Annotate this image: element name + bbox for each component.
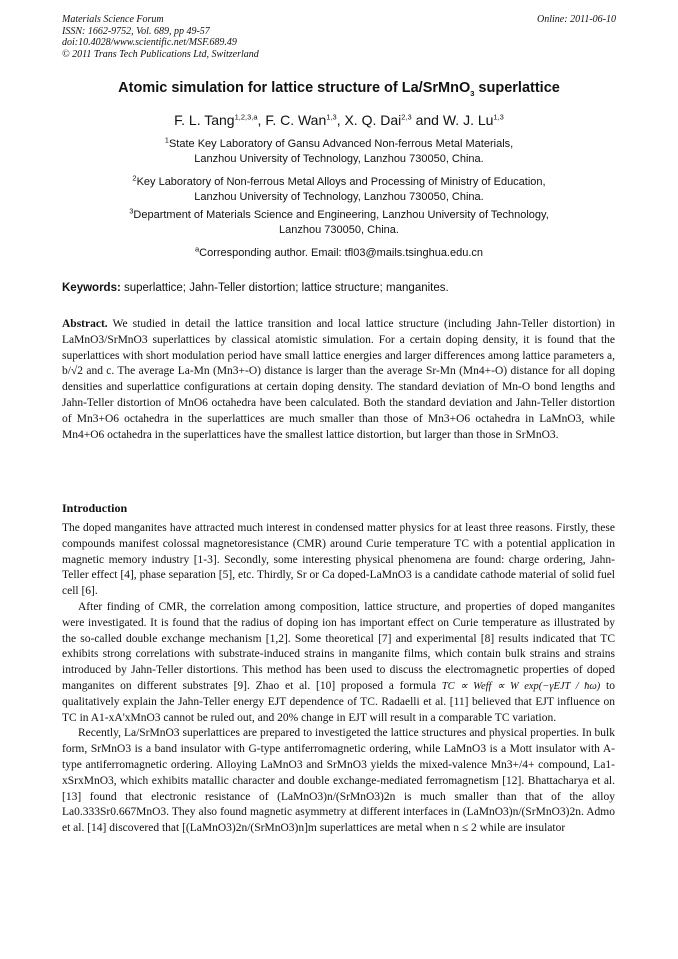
title-suffix: superlattice	[474, 80, 560, 96]
keywords	[62, 282, 622, 294]
affiliation-line: Lanzhou 730050, China.	[279, 224, 399, 236]
journal-name: Materials Science Forum	[62, 14, 164, 25]
doi-line: doi:10.4028/www.scientific.net/MSF.689.49	[62, 37, 237, 48]
affiliation-line: Lanzhou University of Technology, Lanzhou 730050, China.	[194, 191, 484, 203]
title-sub: 3	[470, 88, 475, 98]
tc-formula: TC ∝ Weff ∝ W exp(−γEJT / ħω)	[441, 680, 601, 692]
affiliation-3	[40, 208, 638, 238]
author-sep: ,	[257, 112, 266, 128]
author-name: W. J. Lu	[442, 112, 494, 128]
paper-title	[40, 80, 638, 96]
affiliation-mark: 3	[129, 206, 134, 216]
abstract	[62, 317, 615, 443]
title-main: Atomic simulation for lattice structure of La/SrMnO	[118, 80, 471, 96]
corresponding-author	[40, 246, 638, 261]
keywords-text: superlattice; Jahn-Teller distortion; lattice structure; manganites.	[120, 282, 449, 294]
abstract-label: Abstract.	[62, 318, 108, 330]
journal-meta	[62, 14, 259, 60]
affiliation-1	[40, 137, 638, 167]
author-sup: 1,2,3,a	[234, 112, 258, 122]
keywords-label: Keywords:	[62, 282, 121, 294]
author-name: X. Q. Dai	[344, 112, 402, 128]
affiliation-mark: 1	[164, 135, 169, 145]
intro-paragraph-3: Recently, La/SrMnO3 superlattices are prepared to investigeted the lattice structures and physical properties. In bulk form, SrMnO3 is a band insulator with G-type antiferromagnetic ordering, while LaMnO3 is a Mott insulator with A-type antiferromagnetic ordering. Alloying LaMnO3 and SrMnO3 yields the mixed-valence Mn3+/4+ compound, La1-xSrxMnO3, which exhibits matallic character and double exchange-mediated ferromagnetism [12]. Bhattacharya et al. [13] found that electronic resistance of (LaMnO3)n/(SrMnO3)2n is much smaller than that of the alloy La0.333Sr0.667MnO3. They also found magnetic asymmetry at different interfaces in (LaMnO3)n/(SrMnO3)2n. Admo et al. [14] discovered that [(LaMnO3)2n/(SrMnO3)n]m superlattices are metal when n ≤ 2 while are insulator	[62, 727, 615, 835]
copyright-line: © 2011 Trans Tech Publications Ltd, Switzerland	[62, 48, 259, 60]
author-sep: and	[411, 112, 443, 128]
author-sup: 1,3	[326, 112, 337, 122]
online-date: Online: 2011-06-10	[537, 14, 616, 25]
introduction-heading: Introduction	[62, 501, 128, 515]
affiliation-line: Key Laboratory of Non-ferrous Metal Alloys and Processing of Ministry of Education,	[136, 176, 546, 188]
intro-p2-start: After finding of CMR, the correlation among composition, lattice structure, and properties of doped manganites were investigated. It is found that the radius of doping ion has important effect on Curie temperature as illustrated by the so-called double exchange mechanism [1,2]. Some theoretical [7] and experimental [8] results indicated that TC exhibits strong correlations with substrate-induced strains in manganite films, which contain bulk strains and strains introduced by Jahn-Teller distortions. This method has been used to discuss the electromagnetic properties of doped manganites on different substrates [9]. Zhao et al. [10] proposed a formula	[62, 600, 615, 692]
author-name: F. L. Tang	[174, 112, 235, 128]
author-sup: 2,3	[401, 112, 412, 122]
affiliation-line: Lanzhou University of Technology, Lanzhou 730050, China.	[194, 153, 484, 165]
author-name: F. C. Wan	[265, 112, 327, 128]
author-sep: ,	[336, 112, 345, 128]
abstract-text: We studied in detail the lattice transition and local lattice structure (including Jahn-Teller distortion) in LaMnO3/SrMnO3 superlattices by classical atomistic simulation. For a certain doping density, it is found that the superlattices with short modulation period have small lattice energies and larger differences among lattice parameters a, b/√2 and c. The average La-Mn (Mn3+-O) distance is larger than the average Sr-Mn (Mn4+-O) distance for all doping densities and superlattice configurations at certain doping density. The standard deviation of Mn-O bond lengths and Jahn-Teller distortion of MnO6 octahedra have been calculated. Both the standard deviation and Jahn-Teller distortion of Mn3+O6 octahedra in the superlattices are much smaller than those of Mn3+O6 octahedra in LaMnO3, while Mn4+O6 octahedra in the superlattices have the smallest lattice distortion, but larger than those in SrMnO3.	[62, 318, 615, 441]
affiliation-mark: a	[194, 244, 200, 254]
affiliation-line: Department of Materials Science and Engineering, Lanzhou University of Technology,	[133, 209, 549, 221]
intro-paragraph-1: The doped manganites have attracted much interest in condensed matter physics for at least three reasons. Firstly, these compounds manifest colossal magnetoresistance (CMR) around Curie temperature TC with a potential application in magnetic memory industry [1-3]. Secondly, some interesting physical phenomena are found: charge ordering, Jahn-Teller effect [4], phase separation [5], etc. Thirdly, Sr or Ca doped-LaMnO3 is a candidate cathode material of solid fuel cell [6].	[62, 522, 615, 598]
issn-line: ISSN: 1662-9752, Vol. 689, pp 49-57	[62, 25, 210, 37]
author-sup: 1,3	[493, 112, 504, 122]
introduction-body	[62, 521, 615, 837]
affiliation-2	[40, 175, 638, 205]
affiliation-line: State Key Laboratory of Gansu Advanced Non-ferrous Metal Materials,	[168, 138, 514, 150]
intro-paragraph-2	[62, 600, 615, 726]
email-line: Corresponding author. Email: tfl03@mails.tsinghua.edu.cn	[199, 247, 484, 259]
affiliation-mark: 2	[132, 173, 137, 183]
author-list	[40, 112, 638, 128]
intro-p2-end: to qualitatively explain the Jahn-Teller energy EJT dependence of TC. Radaelli et al. [11] believed that EJT influence on TC in A1-xA'xMnO3 cannot be ruled out, and 20% change in EJT will result in a comparable TC variation.	[62, 679, 615, 724]
